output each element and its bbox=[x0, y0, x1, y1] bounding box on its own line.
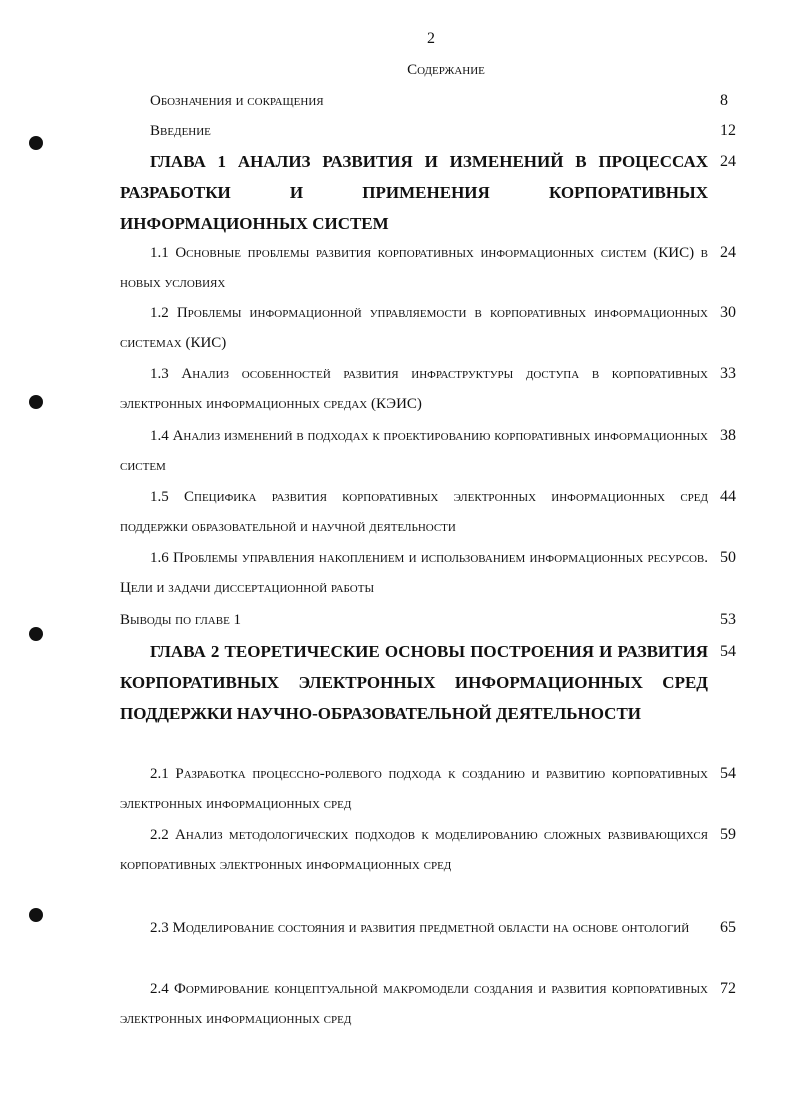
toc-entry-2-1 bbox=[120, 759, 736, 819]
toc-entry-page: 54 bbox=[720, 643, 736, 660]
binder-hole bbox=[29, 136, 43, 150]
toc-entry-1-6 bbox=[120, 543, 736, 603]
binder-hole bbox=[29, 627, 43, 641]
toc-entry-title: 1.3 Анализ особенностей развития инфраструктуры доступа в корпоративных электронных информационных средах (КЭИС) bbox=[120, 366, 708, 412]
toc-entry-title: 2.2 Анализ методологических подходов к моделированию сложных развивающихся корпоративных электронных информационных сред bbox=[120, 827, 708, 873]
toc-entry-page: 30 bbox=[720, 304, 736, 321]
toc-entry-title: 2.4 Формирование концептуальной макромодели создания и развития корпоративных электронных информационных сред bbox=[120, 981, 708, 1027]
toc-entry-title: 1.6 Проблемы управления накоплением и использованием информационных ресурсов. Цели и задачи диссертационной работы bbox=[120, 550, 708, 596]
toc-entry-page: 8 bbox=[720, 92, 728, 109]
binder-hole bbox=[29, 908, 43, 922]
toc-entry-title: ГЛАВА 1 АНАЛИЗ РАЗВИТИЯ И ИЗМЕНЕНИЙ В ПРОЦЕССАХ РАЗРАБОТКИ И ПРИМЕНЕНИЯ КОРПОРАТИВНЫХ ИНФОРМАЦИОННЫХ СИСТЕМ bbox=[120, 152, 708, 233]
toc-entry-2-4 bbox=[120, 974, 736, 1034]
toc-entry-page: 33 bbox=[720, 365, 736, 382]
toc-entry-abbreviations bbox=[150, 86, 728, 116]
toc-entry-title: Обозначения и сокращения bbox=[150, 93, 324, 109]
toc-entry-title: 1.1 Основные проблемы развития корпоративных информационных систем (КИС) в новых условиях bbox=[120, 245, 708, 291]
toc-entry-page: 50 bbox=[720, 549, 736, 566]
toc-entry-page: 53 bbox=[720, 611, 736, 628]
page-number: 2 bbox=[427, 30, 435, 47]
toc-entry-page: 12 bbox=[720, 122, 736, 139]
toc-entry-title: 1.5 Специфика развития корпоративных электронных информационных сред поддержки образовательной и научной деятельности bbox=[120, 489, 708, 535]
toc-entry-page: 54 bbox=[720, 765, 736, 782]
toc-entry-2-2 bbox=[120, 820, 736, 880]
toc-entry-title: 1.4 Анализ изменений в подходах к проектированию корпоративных информационных систем bbox=[120, 428, 708, 474]
toc-entry-page: 24 bbox=[720, 153, 736, 170]
toc-entry-1-2 bbox=[120, 298, 736, 358]
toc-entry-title: Введение bbox=[150, 123, 211, 139]
toc-entry-introduction bbox=[150, 116, 736, 146]
toc-entry-title: 2.3 Моделирование состояния и развития предметной области на основе онтологий bbox=[150, 920, 690, 936]
binder-hole bbox=[29, 395, 43, 409]
toc-entry-1-4 bbox=[120, 421, 736, 481]
toc-entry-page: 38 bbox=[720, 427, 736, 444]
toc-entry-conclusions-1 bbox=[120, 605, 736, 635]
toc-entry-page: 24 bbox=[720, 244, 736, 261]
toc-entry-title: ГЛАВА 2 ТЕОРЕТИЧЕСКИЕ ОСНОВЫ ПОСТРОЕНИЯ И РАЗВИТИЯ КОРПОРАТИВНЫХ ЭЛЕКТРОННЫХ ИНФОРМАЦИОННЫХ СРЕД ПОДДЕРЖКИ НАУЧНО-ОБРАЗОВАТЕЛЬНОЙ ДЕЯТЕЛЬНОСТИ bbox=[120, 642, 708, 723]
toc-entry-1-5 bbox=[120, 482, 736, 542]
toc-entry-page: 59 bbox=[720, 826, 736, 843]
toc-entry-title: 1.2 Проблемы информационной управляемости в корпоративных информационных системах (КИС) bbox=[120, 305, 708, 351]
toc-entry-1-3 bbox=[120, 359, 736, 419]
toc-entry-chapter-1 bbox=[120, 146, 736, 239]
toc-entry-page: 65 bbox=[720, 919, 736, 936]
toc-entry-page: 44 bbox=[720, 488, 736, 505]
toc-entry-page: 72 bbox=[720, 980, 736, 997]
toc-title: Содержание bbox=[407, 62, 485, 78]
toc-entry-2-3 bbox=[120, 913, 736, 943]
toc-entry-title: Выводы по главе 1 bbox=[120, 612, 242, 628]
toc-entry-chapter-2 bbox=[120, 636, 736, 729]
toc-entry-1-1 bbox=[120, 238, 736, 298]
toc-entry-title: 2.1 Разработка процессно-ролевого подхода к созданию и развитию корпоративных электронных информационных сред bbox=[120, 766, 708, 812]
